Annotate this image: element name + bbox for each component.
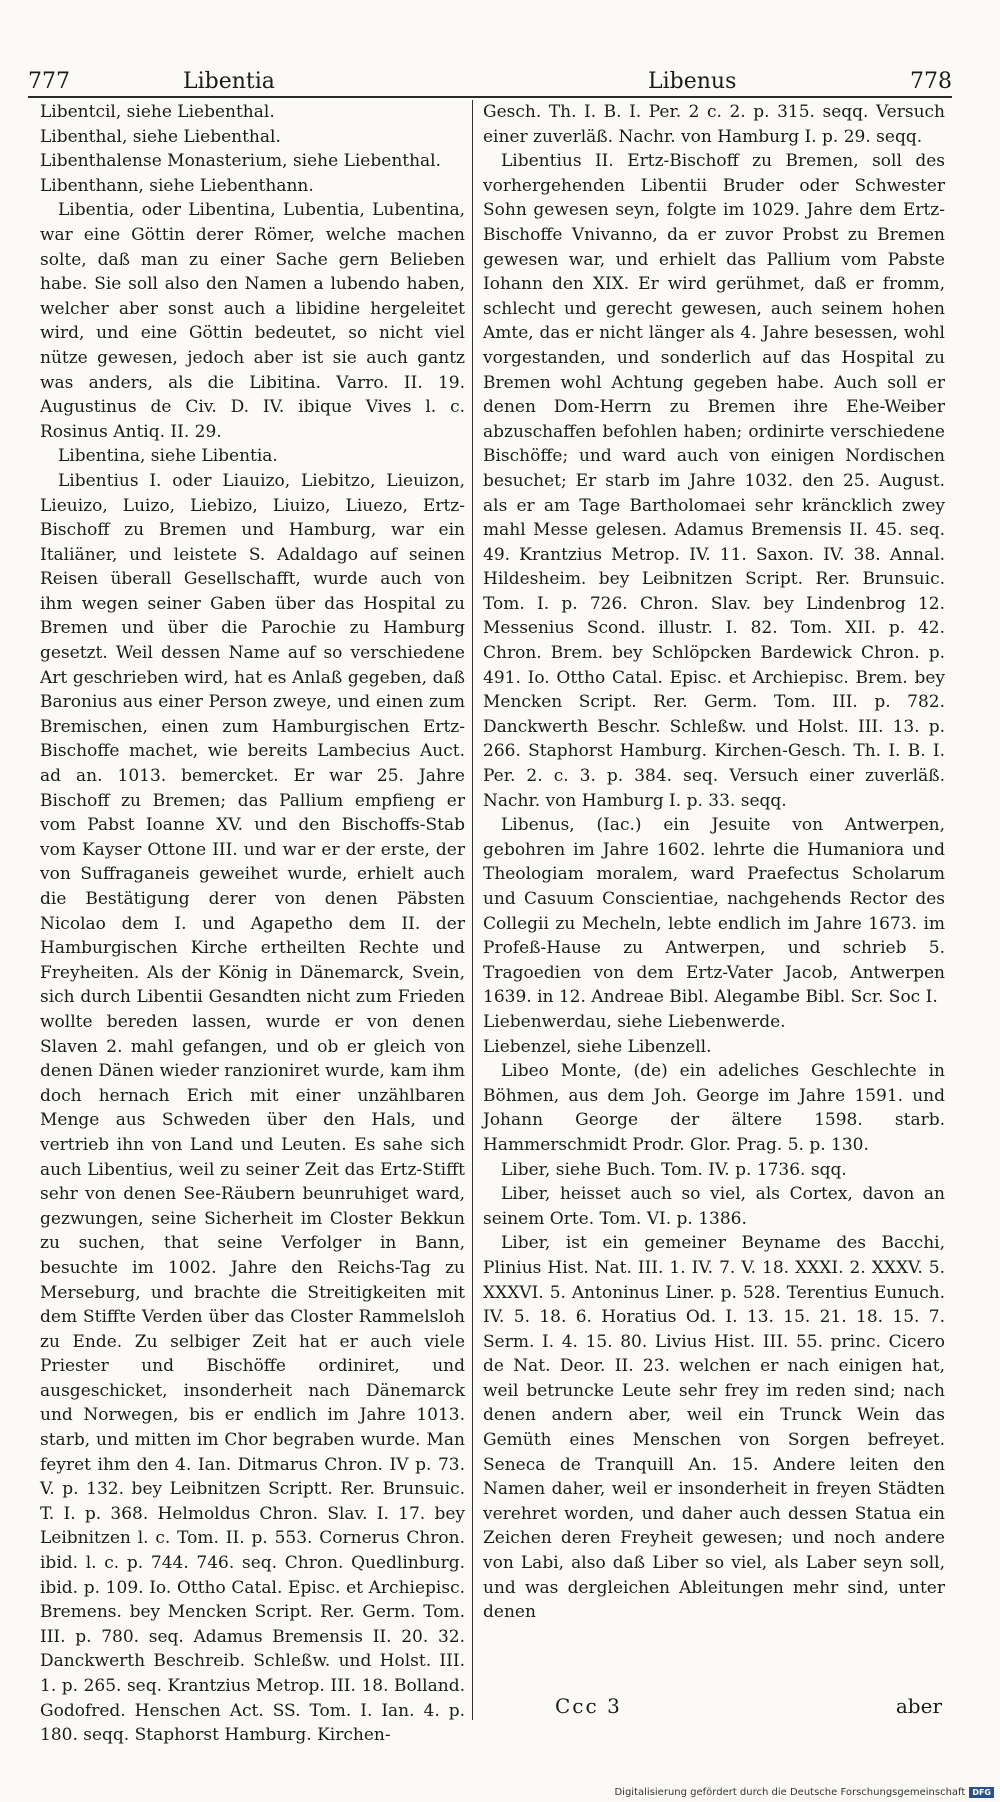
paragraph: Libentius II. Ertz-Bischoff zu Bremen, soll des vorhergehenden Libentii Bruder oder Schwester Sohn gewesen seyn, folgte im 1029. Jahre dem Ertz-Bischoffe Vnivanno, da er zuvor Probst zu Bremen gewesen war, und erhielt das Pallium vom Pabste Iohann den XIX. Er wird gerühmet, daß er fromm, schlecht und gerecht gewesen, auch seinem hohen Amte, das er nicht länger als 4. Jahre besessen, wohl vorgestanden, und sonderlich auf das Hospital zu Bremen wohl Achtung gegeben habe. Auch soll er denen Dom-Herrn zu Bremen ihre Ehe-Weiber abzuschaffen befohlen haben; ordinirte verschiedene Bischöffe; und ward auch von einigen Nordischen besuchet; Er starb im Jahre 1032. den 25. August. als er am Tage Bartholomaei sehr kräncklich zwey mahl Messe gelesen. Adamus Bremensis II. 45. seq. 49. Krantzius Metrop. IV. 11. Saxon. IV. 38. Annal. Hildesheim. bey Leibnitzen Script. Rer. Brunsuic. Tom. I. p. 726. Chron. Slav. bey Lindenbrog 12. Messenius Scond. illustr. I. 82. Tom. XII. p. 42. Chron. Brem. bey Schlöpcken Bardewick Chron. p. 491. Io. Ottho Catal. Episc. et Archiepisc. Brem. bey Mencken Script. Rer. Germ. Tom. III. p. 782. Danckwerth Beschr. Schleßw. und Holst. III. 13. p. 266. Staphorst Hamburg. Kirchen-Gesch. Th. I. B. I. Per. 2. c. 3. p. 384. seq. Versuch einer zuverläß. Nachr. von Hamburg I. p. 33. seqq. xyxy=(483,151,945,811)
paragraph: Liebenwerdau, siehe Liebenwerde. xyxy=(483,1011,786,1032)
digitization-footer xyxy=(614,1787,994,1798)
paragraph: Libeo Monte, (de) ein adeliches Geschlechte in Böhmen, aus dem Joh. George im Jahre 1591. und Johann George der ältere 1598. starb. Hammerschmidt Prodr. Glor. Prag. 5. p. 130. xyxy=(483,1061,945,1155)
paragraph: Libentcil, siehe Liebenthal. xyxy=(40,102,275,122)
paragraph: Libentia, oder Libentina, Lubentia, Lubentina, war eine Göttin derer Römer, welche machen solte, daß man zu einer Sache gern Belieben habe. Sie soll also den Namen a lubendo haben, welcher aber sonst auch a libidine hergeleitet wird, und eine Göttin bedeutet, so nicht viel nütze gewesen, jedoch aber ist sie auch gantz was anders, als die Libitina. Varro. II. 19. Augustinus de Civ. D. IV. ibique Vives l. c. Rosinus Antiq. II. 29. xyxy=(40,200,465,442)
paragraph: Gesch. Th. I. B. I. Per. 2 c. 2. p. 315. seqq. Versuch einer zuverläß. Nachr. von Hamburg I. p. 29. seqq. xyxy=(483,102,945,147)
paragraph: Libentius I. oder Liauizo, Liebitzo, Lieuizon, Lieuizo, Luizo, Liebizo, Liuizo, Liuezo, Ertz-Bischoff zu Bremen und Hamburg, war ein Italiäner, und leistete S. Adaldago auf seinen Reisen überall Gesellschafft, wurde auch von ihm wegen seiner Gaben über das Hospital zu Bremen und über die Parochie zu Hamburg gesetzt. Weil dessen Name auf so verschiedene Art geschrieben wird, hat es Anlaß gegeben, daß Baronius aus einer Person zweye, und einen zum Bremischen, einen zum Hamburgischen Ertz-Bischoffe machet, wie bereits Lambecius Auct. ad an. 1013. bemercket. Er war 25. Jahre Bischoff zu Bremen; das Pallium empfieng er vom Pabst Ioanne XV. und den Bischoffs-Stab vom Kayser Ottone III. und war er der erste, der von Suffraganeis geweihet wurde, erhielt auch die Bestätigung derer von denen Päbsten Nicolao dem I. und Agapetho dem II. der Hamburgischen Kirche ertheilten Rechte und Freyheiten. Als der König in Dänemarck, Svein, sich durch Libentii Gesandten nicht zum Frieden wollte bereden lassen, wurde er von denen Slaven 2. mahl gefangen, und ob er gleich von denen Dänen wieder ranzioniret wurde, kam ihm doch hernach Erich mit einer unzählbaren Menge aus Schweden über den Hals, und vertrieb ihn von Land und Leuten. Es sahe sich auch Libentius, weil zu seiner Zeit das Ertz-Stifft sehr von denen See-Räubern beunruhiget ward, gezwungen, seine Sicherheit im Closter Bekkun zu suchen, that seine Verfolger in Bann, besuchte im 1002. Jahre den Reichs-Tag zu Merseburg, und brachte die Streitigkeiten mit dem Stiffte Verden über das Closter Rammelsloh zu Ende. Zu selbiger Zeit hat er auch viele Priester und Bischöffe ordiniret, und ausgeschicket, insonderheit nach Dänemarck und Norwegen, bis er endlich im Jahre 1013. starb, und mitten im Chor begraben wurde. Man feyret ihm den 4. Ian. Ditmarus Chron. IV p. 73. V. p. 132. bey Leibnitzen Scriptt. Rer. Brunsuic. T. I. p. 368. Helmoldus Chron. Slav. I. 17. bey Leibnitzen l. c. Tom. II. p. 553. Cornerus Chron. ibid. l. c. p. 744. 746. seq. Chron. Quedlinburg. ibid. p. 109. Io. Ottho Catal. Episc. et Archiepisc. Bremens. bey Mencken Script. Rer. Germ. Tom. III. p. 780. seq. Adamus Bremensis II. 20. 32. Danckwerth Beschreib. Schleßw. und Holst. III. 1. p. 265. seq. Krantzius Metrop. III. 18. Bolland. Godofred. Henschen Act. SS. Tom. I. Ian. 4. p. 180. seqq. Staphorst Hamburg. Kirchen- xyxy=(40,470,465,1746)
dfg-logo: DFG xyxy=(969,1787,994,1798)
paragraph: Liebenzel, siehe Libenzell. xyxy=(483,1036,712,1057)
running-head-right: Libenus xyxy=(648,69,737,94)
paragraph: Libentina, siehe Libentia. xyxy=(58,446,278,467)
paragraph: Libenthalense Monasterium, siehe Liebenthal. xyxy=(40,151,442,172)
paragraph: Liber, ist ein gemeiner Beyname des Bacchi, Plinius Hist. Nat. III. 1. IV. 7. V. 18. XXXI. 2. XXXV. 5. XXXVI. 5. Antoninus Liner. p. 528. Terentius Eunuch. IV. 5. 18. 6. Horatius Od. I. 13. 15. 21. 18. 15. 7. Serm. I. 4. 15. 80. Livius Hist. III. 55. princ. Cicero de Nat. Deor. II. 23. welchen er nach einigen hat, weil betruncke Leute sehr frey im reden sind; nach denen andern aber, weil ein Trunck Wein das Gemüth eines Menschen von Sorgen befreyet. Seneca de Tranquill An. 15. Andere leiten den Namen daher, weil er insonderheit in freyen Städten verehret worden, und daher auch dessen Statua ein Zeichen deren Freyheit gewesen; und noch andere von Labi, also daß Liber so viel, als Laber seyn soll, und was dergleichen Ableitungen mehr sind, unter denen xyxy=(483,1233,945,1623)
header-rule xyxy=(28,96,952,98)
paragraph: Liber, siehe Buch. Tom. IV. p. 1736. sqq. xyxy=(501,1159,847,1180)
page-header xyxy=(28,58,952,98)
right-column xyxy=(483,100,945,1690)
left-column xyxy=(40,100,465,1746)
paragraph: Liber, heisset auch so viel, als Cortex, davon an seinem Orte. Tom. VI. p. 1386. xyxy=(483,1184,945,1229)
paragraph: Libenus, (Iac.) ein Jesuite von Antwerpen, gebohren im Jahre 1602. lehrte die Humaniora und Theologiam moralem, ward Praefectus Scholarum und Casuum Conscientiae, nachgehends Rector des Collegii zu Mecheln, lebte endlich im Jahre 1673. im Profeß-Hause zu Antwerpen, und schrieb 5. Tragoedien von dem Ertz-Vater Jacob, Antwerpen 1639. in 12. Andreae Bibl. Alegambe Bibl. Scr. Soc I. xyxy=(483,815,945,1008)
signature-mark: Ccc 3 xyxy=(555,1694,622,1718)
paragraph: Libenthann, siehe Liebenthann. xyxy=(40,175,314,196)
footer-text: Digitalisierung gefördert durch die Deutsche Forschungsgemeinschaft xyxy=(614,1787,966,1798)
column-divider xyxy=(472,100,473,1720)
running-head-left: Libentia xyxy=(183,69,275,94)
page-number-left: 777 xyxy=(28,69,70,94)
paragraph: Libenthal, siehe Liebenthal. xyxy=(40,126,281,147)
page-number-right: 778 xyxy=(910,69,952,94)
catchword: aber xyxy=(895,1694,942,1718)
